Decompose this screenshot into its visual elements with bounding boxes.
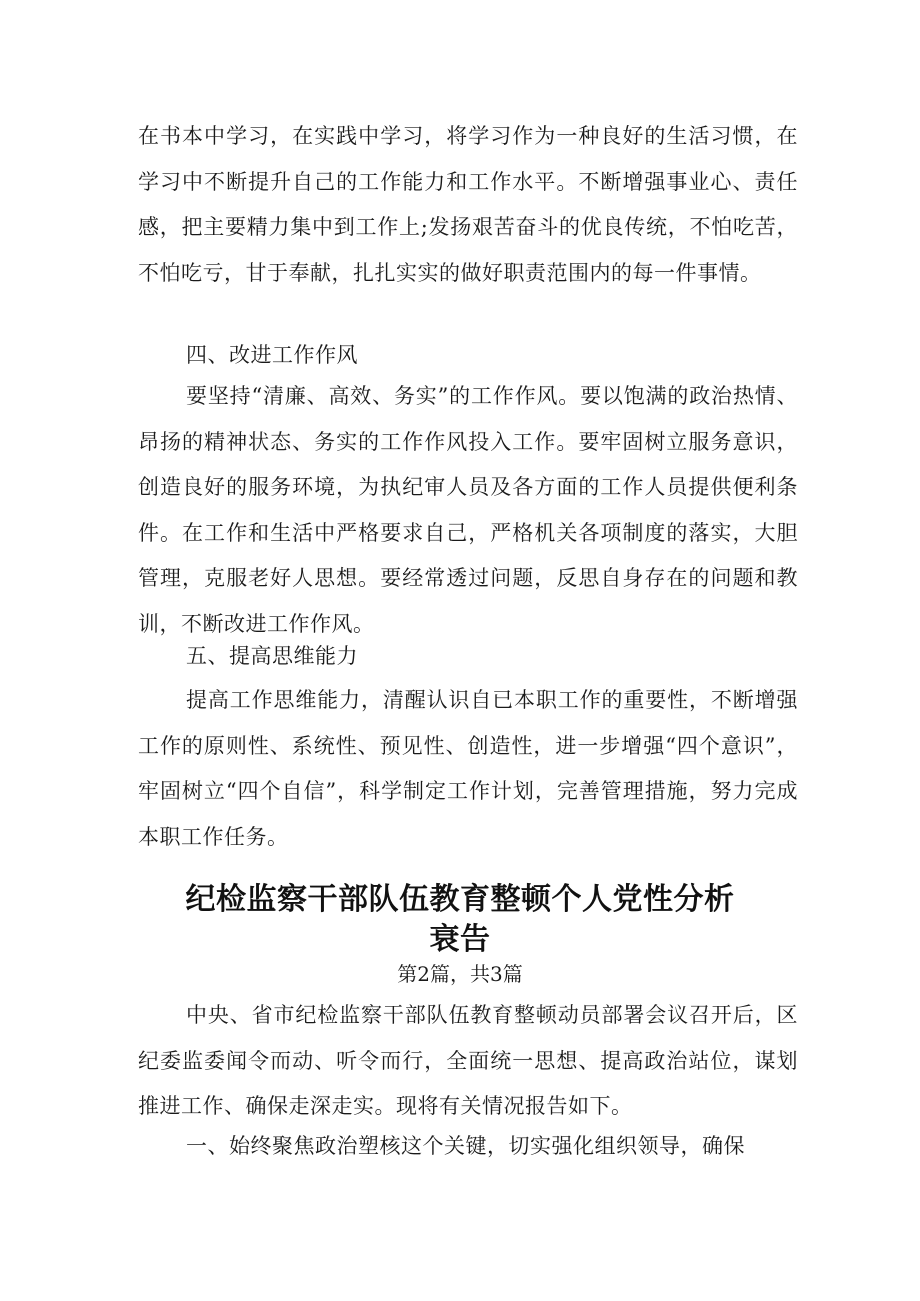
article-intro-paragraph: 中央、省市纪检监察干部队伍教育整顿动员部署会议召开后，区纪委监委闻令而动、听令而行，全面统一思想、提高政治站位，谋划推进工作、确保走深走实。现将有关情况报告如下。 bbox=[138, 1003, 798, 1118]
article-part-indicator: 第2篇，共3篇 bbox=[397, 962, 523, 986]
continuation-paragraph: 在书本中学习，在实践中学习，将学习作为一种良好的生活习惯，在学习中不断提升自己的工作能力和工作水平。不断增强事业心、责任感，把主要精力集中到工作上;发扬艰苦奋斗的优良传统，不怕吃苦，不怕吃亏，甘于奉献，扎扎实实的做好职责范围内的每一件事情。 bbox=[138, 124, 798, 285]
article-title-line2: 衰告 bbox=[429, 922, 491, 957]
article-title-line1: 纪检监察干部队伍教育整顿个人党性分析 bbox=[185, 882, 735, 917]
section-five-heading: 五、提高思维能力 bbox=[186, 644, 358, 668]
section-four-heading: 四、改进工作作风 bbox=[186, 343, 358, 367]
section-five-paragraph: 提高工作思维能力，清醒认识自已本职工作的重要性，不断增强工作的原则性、系统性、预见性、创造性，进一步增强“四个意识”，牢固树立“四个自信”，科学制定工作计划，完善管理措施，努力完成本职工作任务。 bbox=[138, 688, 798, 849]
section-four-paragraph: 要坚持“清廉、高效、务实”的工作作风。要以饱满的政治热情、昂扬的精神状态、务实的工作作风投入工作。要牢固树立服务意识，创造良好的服务环境，为执纪审人员及各方面的工作人员提供便利条件。在工作和生活中严格要求自己，严格机关各项制度的落实，大胆管理，克服老好人思想。要经常透过问题，反思自身存在的问题和教训，不断改进工作作风。 bbox=[138, 384, 798, 636]
article-section-one-start: 一、始终聚焦政治塑核这个关键，切实强化组织领导，确保 bbox=[186, 1134, 745, 1158]
